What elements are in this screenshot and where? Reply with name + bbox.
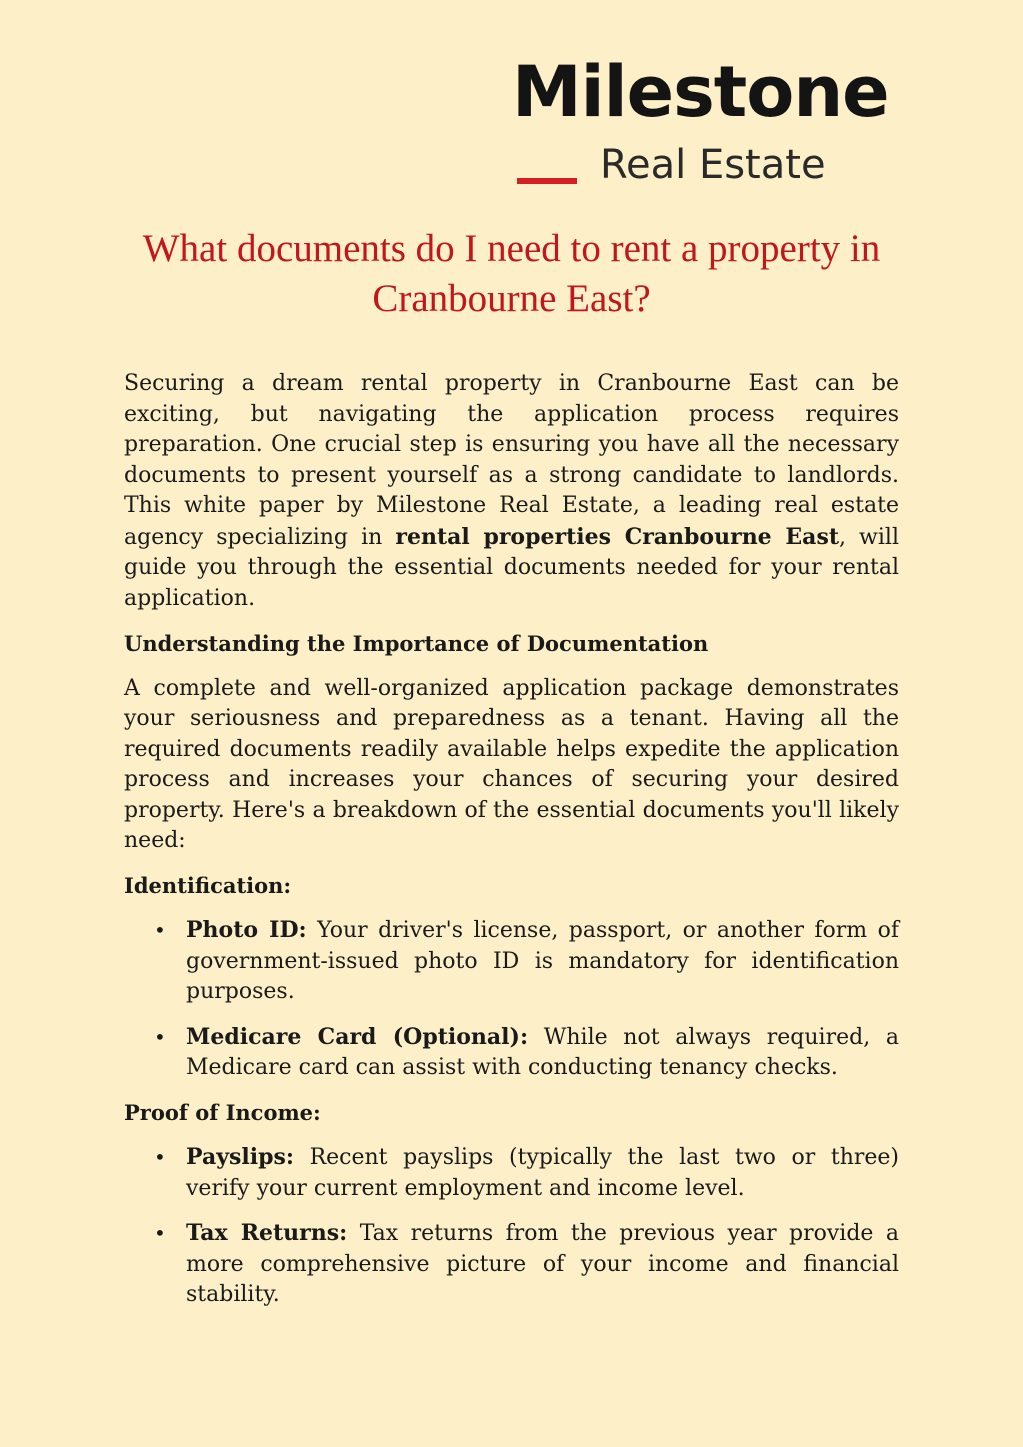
- logo-accent-bar: [517, 178, 577, 184]
- company-logo: [512, 52, 912, 192]
- intro-bold-phrase: rental properties Cranbourne East: [395, 523, 839, 550]
- logo-subtitle: Real Estate: [600, 142, 826, 188]
- list-item-label: Tax Returns:: [186, 1220, 348, 1246]
- list-item-text: Your driver's license, passport, or another form of government-issued photo ID is mandatory for identification purposes.: [186, 918, 899, 1004]
- bullet-icon: •: [154, 1145, 166, 1169]
- list-item: [124, 1218, 899, 1311]
- list-item: [124, 1142, 899, 1204]
- documentation-paragraph: A complete and well-organized application package demonstrates your seriousness and preparedness as a tenant. Having all the required documents readily available helps expedite the application process and increases your chances of securing your desired property. Here's a breakdown of the essential documents you'll likely need:: [124, 675, 899, 853]
- intro-text-before: Securing a dream rental property in Cranbourne East can be exciting, but navigating the application process requires preparation. One crucial step is ensuring you have all the necessary documents to present yourself as a strong candidate to landlords. This white paper by Milestone Real Estate, a leading real estate agency specializing in: [124, 371, 899, 550]
- list-item-text: Tax returns from the previous year provide a more comprehensive picture of your income and financial stability.: [186, 1221, 899, 1307]
- logo-name: Milestone: [512, 51, 889, 133]
- section-heading-income: Proof of Income:: [124, 1099, 321, 1125]
- bullet-icon: •: [154, 918, 166, 942]
- page-title: What documents do I need to rent a property in Cranbourne East?: [142, 227, 881, 320]
- income-list: [124, 1142, 899, 1311]
- list-item-label: Payslips:: [186, 1144, 294, 1170]
- section-heading-documentation: Understanding the Importance of Documentation: [124, 631, 709, 656]
- intro-text-after: , will guide you through the essential documents needed for your rental application.: [124, 524, 899, 611]
- list-item: [124, 1022, 899, 1084]
- identification-list: [124, 915, 899, 1084]
- list-item-label: Photo ID:: [186, 917, 307, 943]
- list-item-text: Recent payslips (typically the last two or three) verify your current employment and income level.: [186, 1145, 899, 1201]
- list-item-text: While not always required, a Medicare card can assist with conducting tenancy checks.: [186, 1024, 899, 1080]
- document-body: [124, 369, 899, 1311]
- bullet-icon: •: [154, 1024, 166, 1049]
- bullet-icon: •: [154, 1221, 166, 1245]
- list-item-label: Medicare Card (Optional):: [186, 1023, 529, 1050]
- intro-paragraph: [124, 369, 899, 614]
- list-item: [124, 915, 899, 1008]
- section-heading-identification: Identification:: [124, 872, 292, 898]
